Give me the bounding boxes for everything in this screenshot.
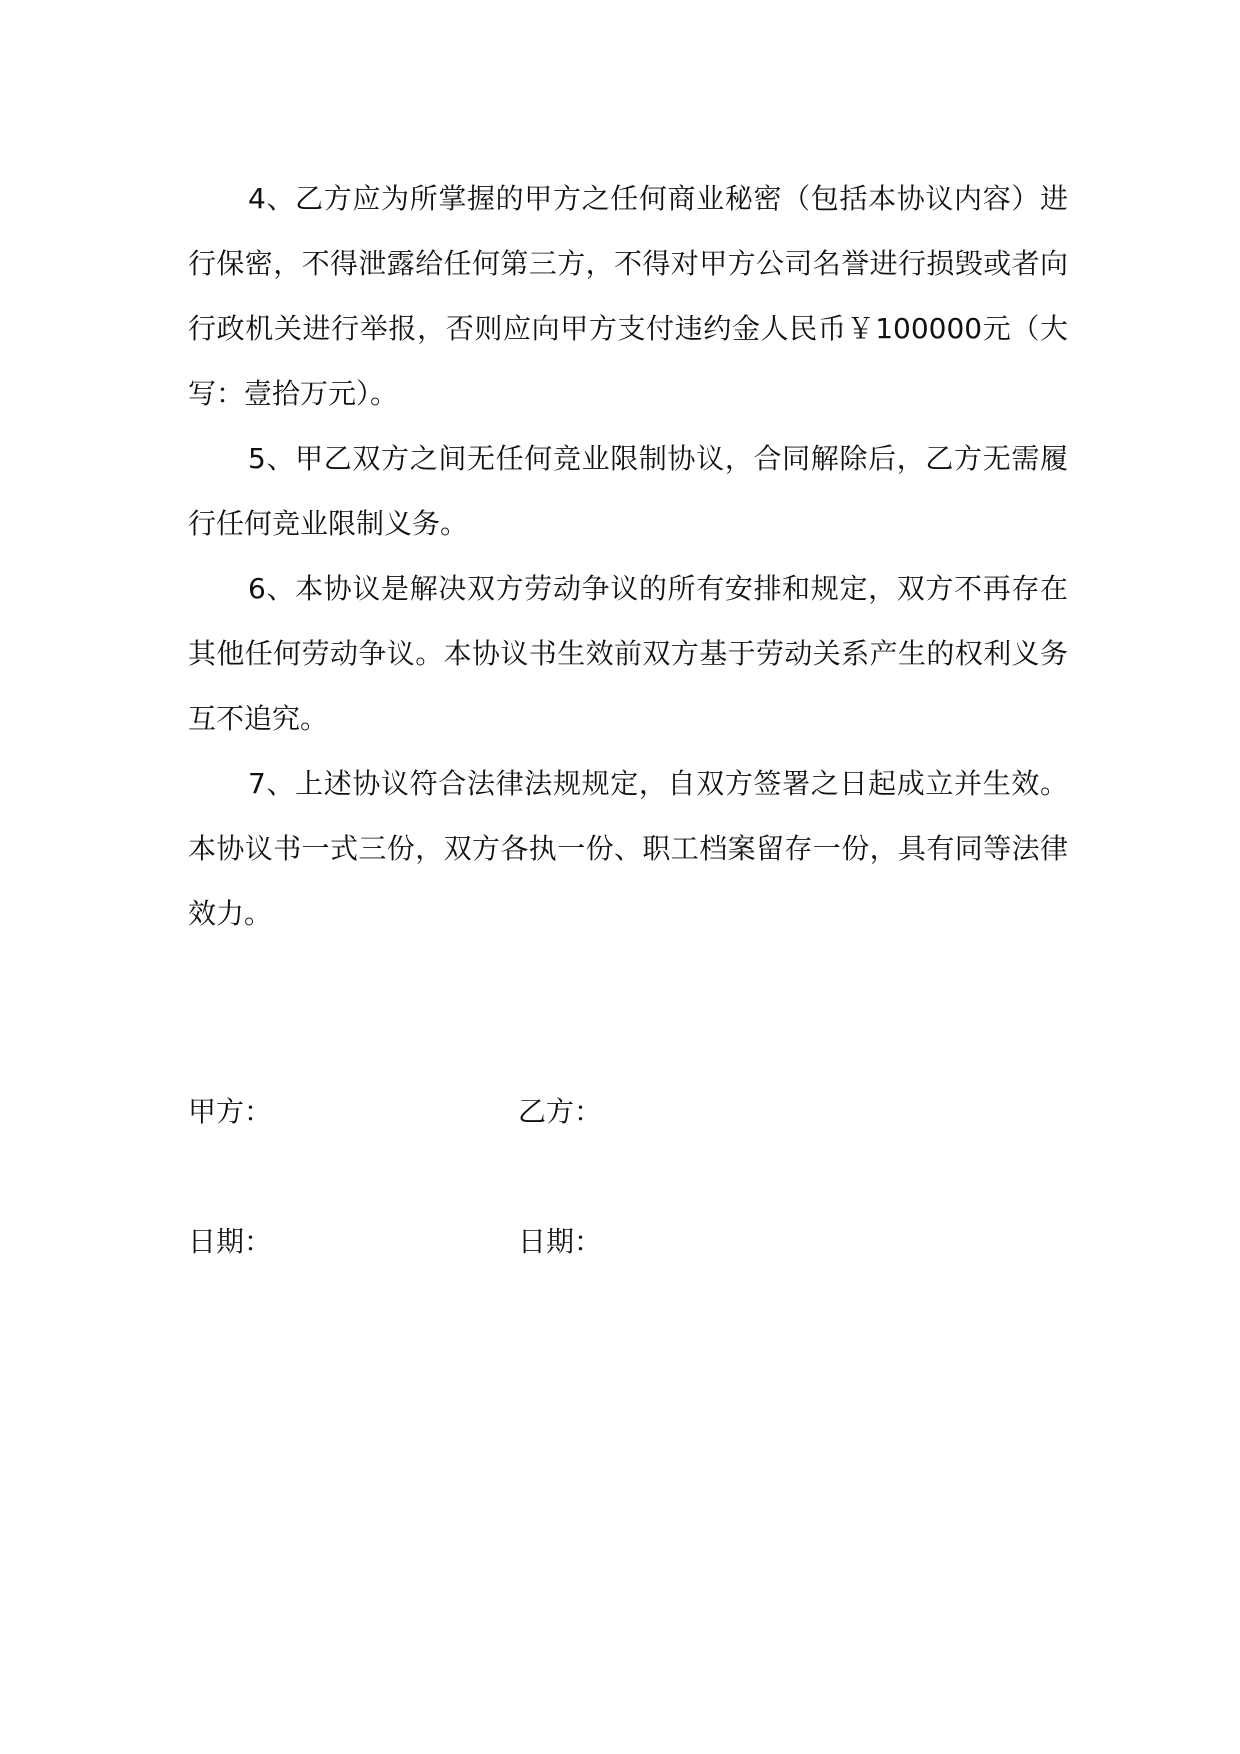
clause-4-paragraph: 4、乙方应为所掌握的甲方之任何商业秘密（包括本协议内容）进行保密，不得泄露给任何第三方，不得对甲方公司名誉进行损毁或者向行政机关进行举报，否则应向甲方支付违约金人民币￥100000元（大写：壹拾万元）。 bbox=[188, 182, 1068, 410]
party-b-date-label: 日期： bbox=[518, 1225, 603, 1258]
party-a-signature-label: 甲方： bbox=[188, 1095, 273, 1128]
clause-7-paragraph: 7、上述协议符合法律法规规定，自双方签署之日起成立并生效。本协议书一式三份，双方各执一份、职工档案留存一份，具有同等法律效力。 bbox=[188, 767, 1068, 930]
party-b-signature-label: 乙方： bbox=[518, 1095, 603, 1128]
party-a-date-label: 日期： bbox=[188, 1225, 273, 1258]
clause-6-paragraph: 6、本协议是解决双方劳动争议的所有安排和规定，双方不再存在其他任何劳动争议。本协议书生效前双方基于劳动关系产生的权利义务互不追究。 bbox=[188, 572, 1068, 735]
clause-5-paragraph: 5、甲乙双方之间无任何竞业限制协议，合同解除后，乙方无需履行任何竞业限制义务。 bbox=[188, 442, 1068, 540]
